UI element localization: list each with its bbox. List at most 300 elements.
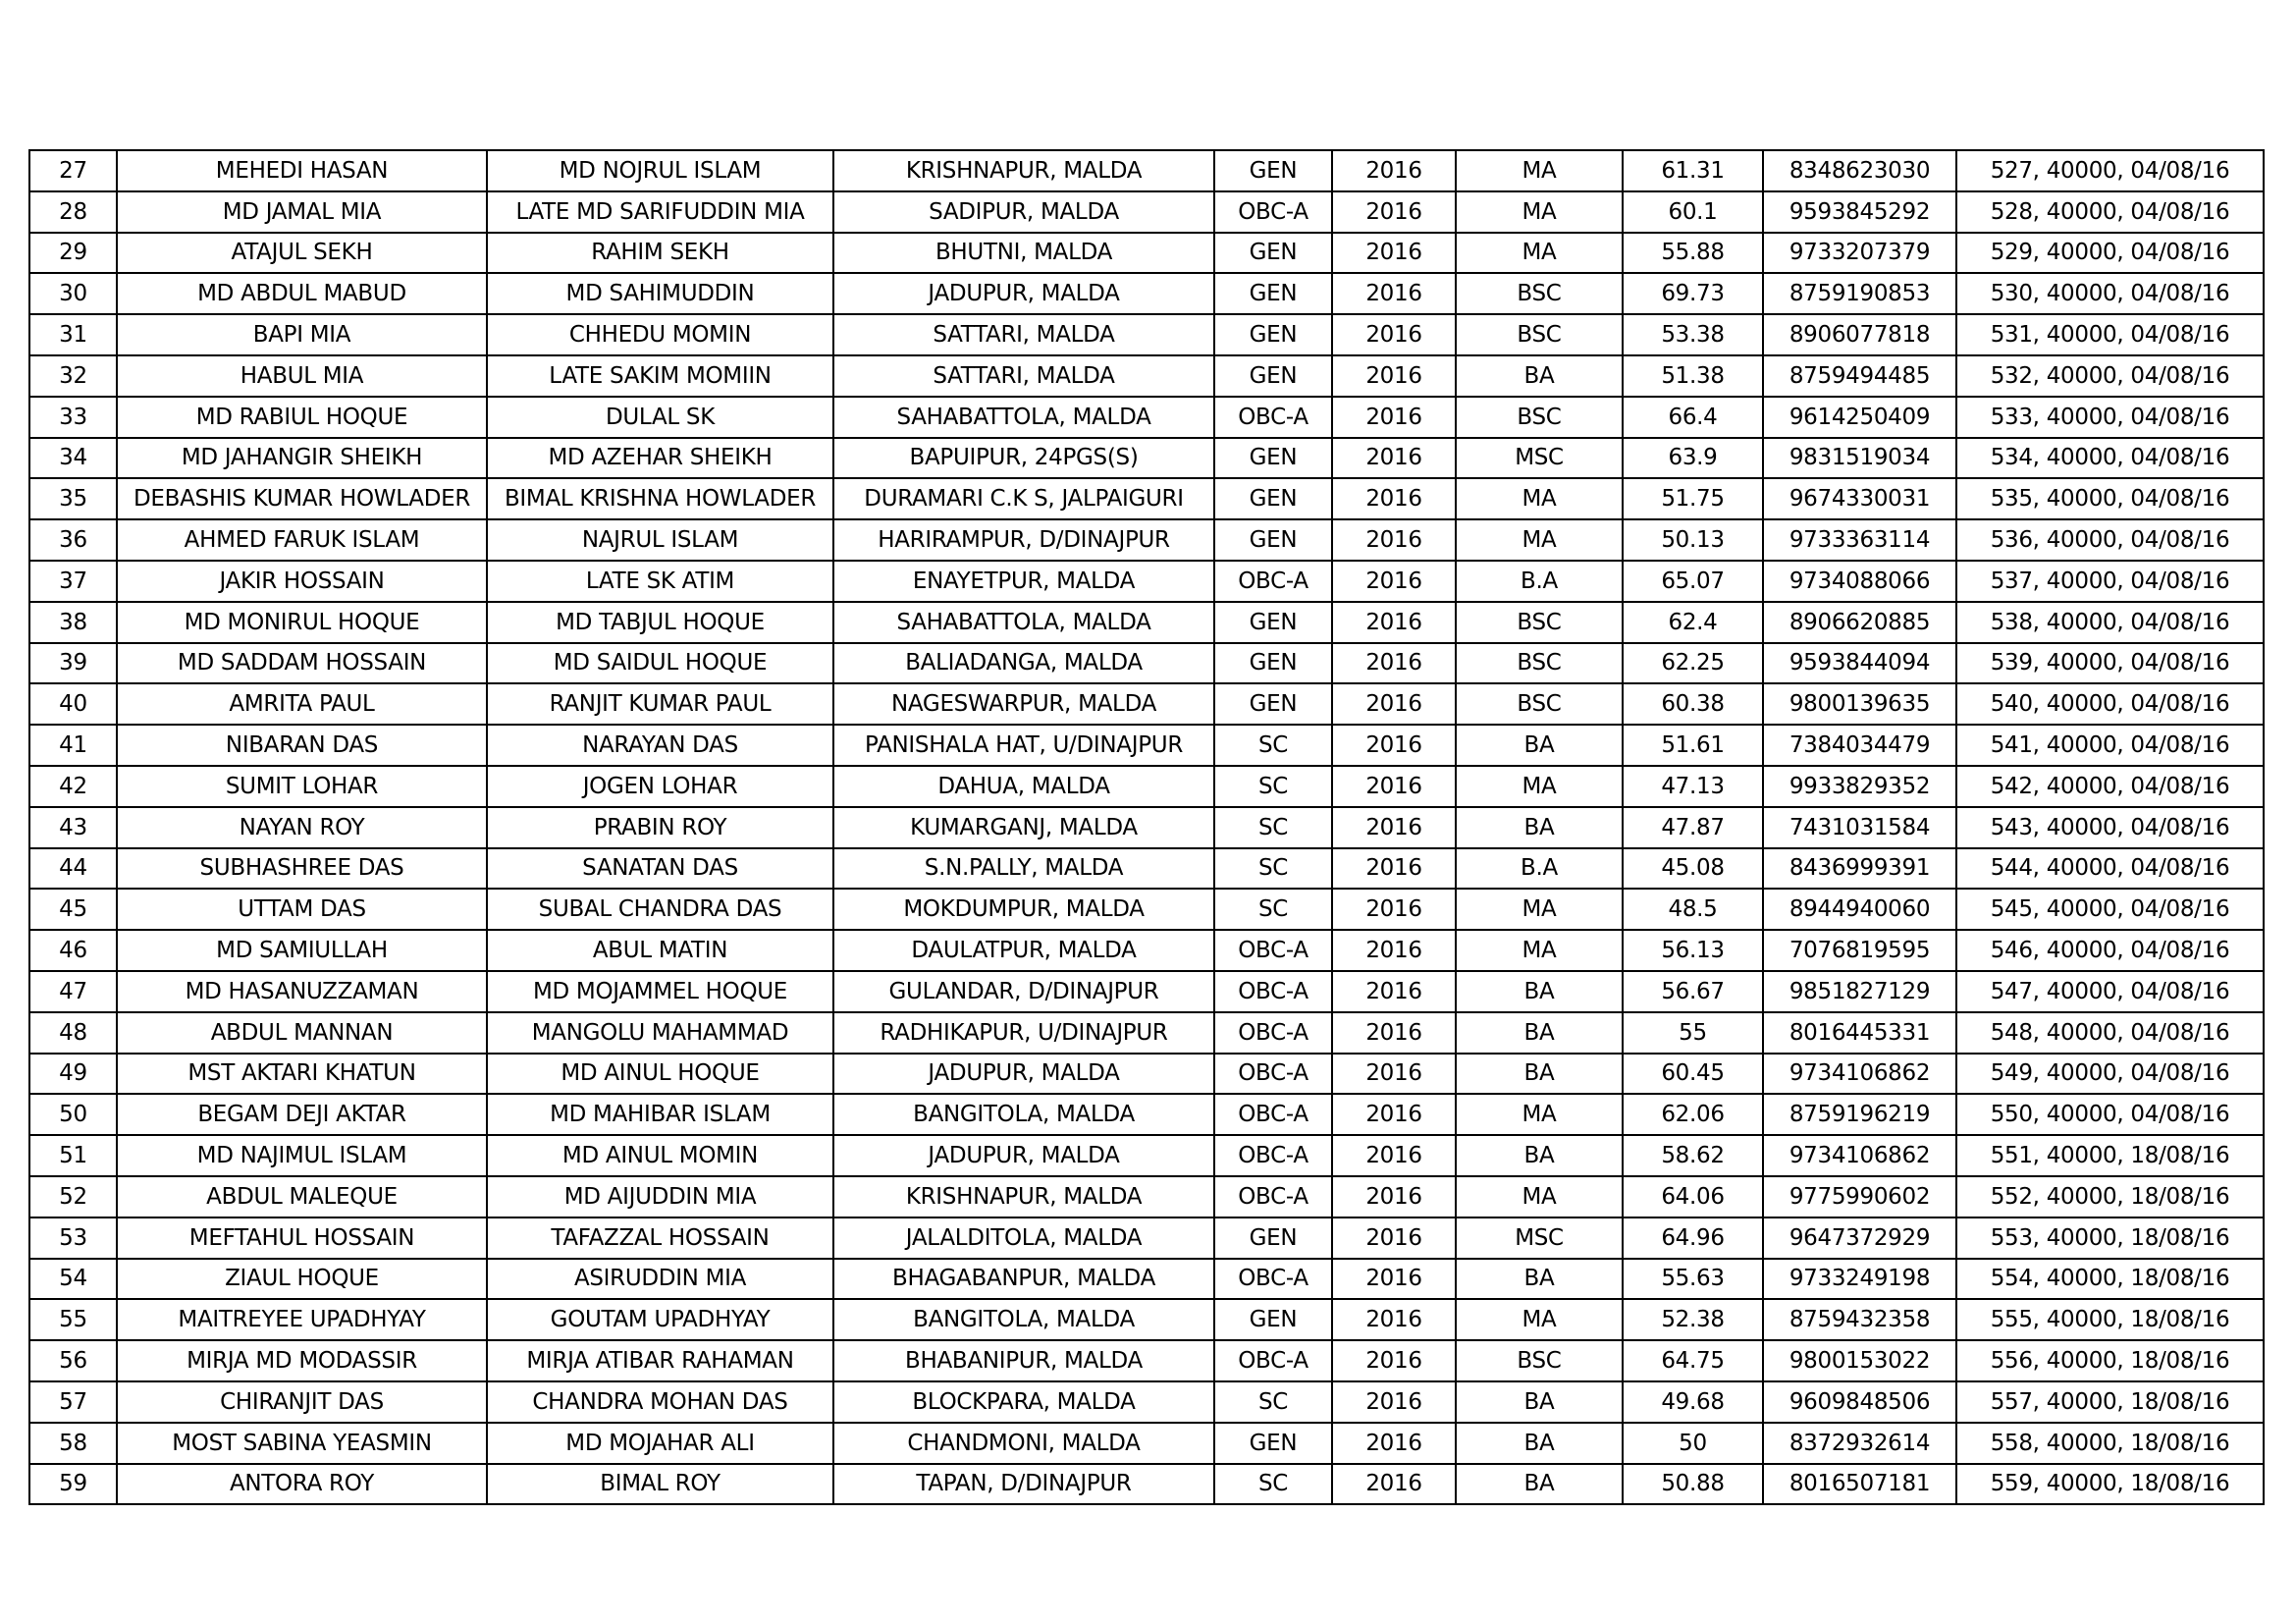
cell-year: 2016 — [1332, 1340, 1456, 1381]
table-row — [29, 1135, 2264, 1176]
cell-address: SAHABATTOLA, MALDA — [833, 602, 1214, 643]
cell-address: BALIADANGA, MALDA — [833, 643, 1214, 684]
cell-sl-no: 34 — [29, 438, 117, 479]
cell-address: DURAMARI C.K S, JALPAIGURI — [833, 478, 1214, 519]
cell-name: ABDUL MALEQUE — [117, 1176, 487, 1217]
cell-qualification: BA — [1456, 1054, 1623, 1095]
table-row — [29, 1094, 2264, 1135]
cell-sl-no: 55 — [29, 1299, 117, 1340]
cell-sl-no: 27 — [29, 150, 117, 191]
cell-category: OBC-A — [1214, 1094, 1332, 1135]
cell-qualification: MA — [1456, 1299, 1623, 1340]
table-row — [29, 683, 2264, 725]
cell-sl-no: 52 — [29, 1176, 117, 1217]
cell-year: 2016 — [1332, 150, 1456, 191]
cell-mobile: 8906620885 — [1763, 602, 1956, 643]
cell-category: OBC-A — [1214, 1135, 1332, 1176]
table-row — [29, 397, 2264, 438]
cell-name: MD HASANUZZAMAN — [117, 971, 487, 1012]
cell-category: SC — [1214, 1381, 1332, 1423]
cell-name: DEBASHIS KUMAR HOWLADER — [117, 478, 487, 519]
cell-sl-no: 44 — [29, 848, 117, 890]
cell-category: OBC-A — [1214, 930, 1332, 971]
cell-name: SUBHASHREE DAS — [117, 848, 487, 890]
cell-reference: 544, 40000, 04/08/16 — [1956, 848, 2264, 890]
cell-sl-no: 46 — [29, 930, 117, 971]
cell-percentage: 47.87 — [1623, 807, 1763, 848]
cell-sl-no: 32 — [29, 355, 117, 397]
cell-qualification: BSC — [1456, 273, 1623, 314]
cell-year: 2016 — [1332, 1217, 1456, 1259]
cell-mobile: 9593845292 — [1763, 191, 1956, 233]
cell-qualification: MA — [1456, 191, 1623, 233]
cell-mobile: 9831519034 — [1763, 438, 1956, 479]
table-row — [29, 1464, 2264, 1505]
cell-reference: 552, 40000, 18/08/16 — [1956, 1176, 2264, 1217]
cell-father-name: MD AIJUDDIN MIA — [487, 1176, 833, 1217]
cell-father-name: MD MOJAHAR ALI — [487, 1423, 833, 1464]
cell-category: OBC-A — [1214, 1012, 1332, 1054]
cell-percentage: 55.63 — [1623, 1259, 1763, 1300]
cell-address: DAHUA, MALDA — [833, 766, 1214, 807]
cell-address: SAHABATTOLA, MALDA — [833, 397, 1214, 438]
cell-qualification: MA — [1456, 889, 1623, 930]
cell-name: AMRITA PAUL — [117, 683, 487, 725]
cell-category: GEN — [1214, 683, 1332, 725]
cell-address: BLOCKPARA, MALDA — [833, 1381, 1214, 1423]
cell-year: 2016 — [1332, 1094, 1456, 1135]
cell-father-name: MD AINUL MOMIN — [487, 1135, 833, 1176]
cell-category: OBC-A — [1214, 1259, 1332, 1300]
cell-category: GEN — [1214, 1217, 1332, 1259]
cell-percentage: 65.07 — [1623, 561, 1763, 602]
cell-year: 2016 — [1332, 889, 1456, 930]
table-row — [29, 930, 2264, 971]
cell-mobile: 9734106862 — [1763, 1054, 1956, 1095]
cell-reference: 533, 40000, 04/08/16 — [1956, 397, 2264, 438]
cell-year: 2016 — [1332, 766, 1456, 807]
cell-category: GEN — [1214, 478, 1332, 519]
cell-sl-no: 30 — [29, 273, 117, 314]
table-row — [29, 1381, 2264, 1423]
cell-address: KRISHNAPUR, MALDA — [833, 1176, 1214, 1217]
cell-mobile: 9593844094 — [1763, 643, 1956, 684]
cell-percentage: 56.67 — [1623, 971, 1763, 1012]
cell-qualification: BA — [1456, 725, 1623, 766]
cell-father-name: PRABIN ROY — [487, 807, 833, 848]
cell-category: GEN — [1214, 273, 1332, 314]
cell-address: JADUPUR, MALDA — [833, 1054, 1214, 1095]
cell-address: GULANDAR, D/DINAJPUR — [833, 971, 1214, 1012]
cell-qualification: BA — [1456, 1135, 1623, 1176]
cell-percentage: 61.31 — [1623, 150, 1763, 191]
cell-qualification: MSC — [1456, 1217, 1623, 1259]
cell-father-name: LATE MD SARIFUDDIN MIA — [487, 191, 833, 233]
cell-mobile: 8372932614 — [1763, 1423, 1956, 1464]
cell-percentage: 51.75 — [1623, 478, 1763, 519]
cell-father-name: NARAYAN DAS — [487, 725, 833, 766]
cell-mobile: 9614250409 — [1763, 397, 1956, 438]
cell-reference: 532, 40000, 04/08/16 — [1956, 355, 2264, 397]
cell-year: 2016 — [1332, 438, 1456, 479]
cell-qualification: MA — [1456, 1176, 1623, 1217]
cell-father-name: MIRJA ATIBAR RAHAMAN — [487, 1340, 833, 1381]
cell-reference: 531, 40000, 04/08/16 — [1956, 314, 2264, 355]
cell-mobile: 9609848506 — [1763, 1381, 1956, 1423]
cell-mobile: 9800153022 — [1763, 1340, 1956, 1381]
cell-qualification: B.A — [1456, 561, 1623, 602]
cell-address: TAPAN, D/DINAJPUR — [833, 1464, 1214, 1505]
cell-year: 2016 — [1332, 355, 1456, 397]
cell-mobile: 9733207379 — [1763, 233, 1956, 274]
cell-sl-no: 36 — [29, 519, 117, 561]
cell-name: MIRJA MD MODASSIR — [117, 1340, 487, 1381]
cell-reference: 530, 40000, 04/08/16 — [1956, 273, 2264, 314]
cell-percentage: 63.9 — [1623, 438, 1763, 479]
cell-year: 2016 — [1332, 643, 1456, 684]
cell-category: OBC-A — [1214, 191, 1332, 233]
cell-qualification: MA — [1456, 1094, 1623, 1135]
table-row — [29, 1259, 2264, 1300]
cell-year: 2016 — [1332, 314, 1456, 355]
cell-qualification: BSC — [1456, 683, 1623, 725]
cell-qualification: MA — [1456, 150, 1623, 191]
cell-father-name: BIMAL ROY — [487, 1464, 833, 1505]
cell-mobile: 8436999391 — [1763, 848, 1956, 890]
cell-year: 2016 — [1332, 848, 1456, 890]
cell-address: NAGESWARPUR, MALDA — [833, 683, 1214, 725]
cell-address: HARIRAMPUR, D/DINAJPUR — [833, 519, 1214, 561]
cell-address: RADHIKAPUR, U/DINAJPUR — [833, 1012, 1214, 1054]
cell-category: GEN — [1214, 150, 1332, 191]
cell-percentage: 45.08 — [1623, 848, 1763, 890]
cell-category: GEN — [1214, 519, 1332, 561]
cell-father-name: MD TABJUL HOQUE — [487, 602, 833, 643]
cell-percentage: 60.38 — [1623, 683, 1763, 725]
cell-qualification: MA — [1456, 233, 1623, 274]
cell-address: BHAGABANPUR, MALDA — [833, 1259, 1214, 1300]
cell-name: MD SAMIULLAH — [117, 930, 487, 971]
cell-mobile: 7076819595 — [1763, 930, 1956, 971]
cell-father-name: MD NOJRUL ISLAM — [487, 150, 833, 191]
cell-sl-no: 54 — [29, 1259, 117, 1300]
cell-qualification: BSC — [1456, 397, 1623, 438]
cell-mobile: 9734106862 — [1763, 1135, 1956, 1176]
cell-year: 2016 — [1332, 1176, 1456, 1217]
cell-year: 2016 — [1332, 561, 1456, 602]
cell-sl-no: 56 — [29, 1340, 117, 1381]
table-row — [29, 1012, 2264, 1054]
cell-sl-no: 48 — [29, 1012, 117, 1054]
cell-name: BEGAM DEJI AKTAR — [117, 1094, 487, 1135]
cell-sl-no: 58 — [29, 1423, 117, 1464]
table-row — [29, 1176, 2264, 1217]
cell-reference: 550, 40000, 04/08/16 — [1956, 1094, 2264, 1135]
cell-reference: 538, 40000, 04/08/16 — [1956, 602, 2264, 643]
cell-father-name: DULAL SK — [487, 397, 833, 438]
cell-reference: 539, 40000, 04/08/16 — [1956, 643, 2264, 684]
cell-father-name: JOGEN LOHAR — [487, 766, 833, 807]
cell-percentage: 53.38 — [1623, 314, 1763, 355]
cell-father-name: NAJRUL ISLAM — [487, 519, 833, 561]
cell-sl-no: 53 — [29, 1217, 117, 1259]
cell-percentage: 64.75 — [1623, 1340, 1763, 1381]
cell-name: CHIRANJIT DAS — [117, 1381, 487, 1423]
cell-mobile: 9733363114 — [1763, 519, 1956, 561]
cell-address: JADUPUR, MALDA — [833, 273, 1214, 314]
cell-category: SC — [1214, 848, 1332, 890]
cell-sl-no: 35 — [29, 478, 117, 519]
cell-qualification: BSC — [1456, 314, 1623, 355]
cell-sl-no: 37 — [29, 561, 117, 602]
cell-mobile: 9800139635 — [1763, 683, 1956, 725]
cell-name: UTTAM DAS — [117, 889, 487, 930]
cell-father-name: MD AINUL HOQUE — [487, 1054, 833, 1095]
cell-percentage: 51.38 — [1623, 355, 1763, 397]
cell-name: NAYAN ROY — [117, 807, 487, 848]
cell-name: MOST SABINA YEASMIN — [117, 1423, 487, 1464]
table-row — [29, 1054, 2264, 1095]
cell-category: SC — [1214, 807, 1332, 848]
cell-name: MAITREYEE UPADHYAY — [117, 1299, 487, 1340]
cell-reference: 553, 40000, 18/08/16 — [1956, 1217, 2264, 1259]
cell-mobile: 8759196219 — [1763, 1094, 1956, 1135]
cell-sl-no: 31 — [29, 314, 117, 355]
cell-percentage: 55 — [1623, 1012, 1763, 1054]
cell-reference: 527, 40000, 04/08/16 — [1956, 150, 2264, 191]
cell-mobile: 8944940060 — [1763, 889, 1956, 930]
cell-mobile: 8348623030 — [1763, 150, 1956, 191]
table-row — [29, 1340, 2264, 1381]
cell-category: OBC-A — [1214, 971, 1332, 1012]
cell-year: 2016 — [1332, 602, 1456, 643]
cell-percentage: 64.06 — [1623, 1176, 1763, 1217]
table-row — [29, 438, 2264, 479]
cell-sl-no: 39 — [29, 643, 117, 684]
cell-address: KRISHNAPUR, MALDA — [833, 150, 1214, 191]
cell-mobile: 9933829352 — [1763, 766, 1956, 807]
cell-percentage: 62.25 — [1623, 643, 1763, 684]
cell-category: SC — [1214, 1464, 1332, 1505]
cell-reference: 556, 40000, 18/08/16 — [1956, 1340, 2264, 1381]
cell-qualification: BA — [1456, 1423, 1623, 1464]
cell-category: OBC-A — [1214, 1340, 1332, 1381]
cell-sl-no: 49 — [29, 1054, 117, 1095]
cell-percentage: 56.13 — [1623, 930, 1763, 971]
cell-name: ANTORA ROY — [117, 1464, 487, 1505]
cell-mobile: 9734088066 — [1763, 561, 1956, 602]
cell-father-name: SANATAN DAS — [487, 848, 833, 890]
cell-name: MEFTAHUL HOSSAIN — [117, 1217, 487, 1259]
cell-name: BAPI MIA — [117, 314, 487, 355]
cell-qualification: MA — [1456, 519, 1623, 561]
cell-qualification: BSC — [1456, 602, 1623, 643]
cell-address: PANISHALA HAT, U/DINAJPUR — [833, 725, 1214, 766]
table-row — [29, 1217, 2264, 1259]
cell-name: MD MONIRUL HOQUE — [117, 602, 487, 643]
cell-father-name: MD SAHIMUDDIN — [487, 273, 833, 314]
cell-reference: 559, 40000, 18/08/16 — [1956, 1464, 2264, 1505]
cell-qualification: BA — [1456, 355, 1623, 397]
cell-address: BANGITOLA, MALDA — [833, 1094, 1214, 1135]
cell-sl-no: 28 — [29, 191, 117, 233]
cell-reference: 528, 40000, 04/08/16 — [1956, 191, 2264, 233]
table-row — [29, 971, 2264, 1012]
cell-sl-no: 47 — [29, 971, 117, 1012]
cell-qualification: BA — [1456, 807, 1623, 848]
cell-year: 2016 — [1332, 807, 1456, 848]
table-row — [29, 150, 2264, 191]
cell-name: MD JAHANGIR SHEIKH — [117, 438, 487, 479]
cell-year: 2016 — [1332, 930, 1456, 971]
cell-percentage: 47.13 — [1623, 766, 1763, 807]
table-row — [29, 233, 2264, 274]
cell-percentage: 60.1 — [1623, 191, 1763, 233]
cell-year: 2016 — [1332, 1423, 1456, 1464]
cell-father-name: ABUL MATIN — [487, 930, 833, 971]
cell-father-name: SUBAL CHANDRA DAS — [487, 889, 833, 930]
cell-sl-no: 38 — [29, 602, 117, 643]
cell-name: MD ABDUL MABUD — [117, 273, 487, 314]
cell-reference: 547, 40000, 04/08/16 — [1956, 971, 2264, 1012]
cell-address: JALALDITOLA, MALDA — [833, 1217, 1214, 1259]
cell-reference: 543, 40000, 04/08/16 — [1956, 807, 2264, 848]
cell-sl-no: 50 — [29, 1094, 117, 1135]
cell-year: 2016 — [1332, 273, 1456, 314]
cell-qualification: BA — [1456, 1259, 1623, 1300]
cell-father-name: MD MAHIBAR ISLAM — [487, 1094, 833, 1135]
cell-father-name: GOUTAM UPADHYAY — [487, 1299, 833, 1340]
cell-father-name: MD MOJAMMEL HOQUE — [487, 971, 833, 1012]
cell-father-name: BIMAL KRISHNA HOWLADER — [487, 478, 833, 519]
cell-mobile: 9733249198 — [1763, 1259, 1956, 1300]
cell-category: GEN — [1214, 355, 1332, 397]
table-row — [29, 355, 2264, 397]
cell-address: BAPUIPUR, 24PGS(S) — [833, 438, 1214, 479]
cell-address: SATTARI, MALDA — [833, 355, 1214, 397]
cell-percentage: 69.73 — [1623, 273, 1763, 314]
cell-sl-no: 45 — [29, 889, 117, 930]
cell-reference: 545, 40000, 04/08/16 — [1956, 889, 2264, 930]
cell-mobile: 8016445331 — [1763, 1012, 1956, 1054]
table-row — [29, 807, 2264, 848]
cell-percentage: 62.06 — [1623, 1094, 1763, 1135]
cell-sl-no: 40 — [29, 683, 117, 725]
cell-address: S.N.PALLY, MALDA — [833, 848, 1214, 890]
cell-name: ATAJUL SEKH — [117, 233, 487, 274]
cell-category: GEN — [1214, 643, 1332, 684]
table-row — [29, 273, 2264, 314]
cell-qualification: BA — [1456, 1381, 1623, 1423]
cell-category: OBC-A — [1214, 1054, 1332, 1095]
cell-percentage: 51.61 — [1623, 725, 1763, 766]
cell-address: JADUPUR, MALDA — [833, 1135, 1214, 1176]
cell-name: SUMIT LOHAR — [117, 766, 487, 807]
cell-father-name: MD AZEHAR SHEIKH — [487, 438, 833, 479]
cell-mobile: 7431031584 — [1763, 807, 1956, 848]
cell-father-name: LATE SAKIM MOMIIN — [487, 355, 833, 397]
cell-year: 2016 — [1332, 1135, 1456, 1176]
cell-reference: 557, 40000, 18/08/16 — [1956, 1381, 2264, 1423]
cell-percentage: 50.13 — [1623, 519, 1763, 561]
cell-year: 2016 — [1332, 397, 1456, 438]
cell-category: GEN — [1214, 602, 1332, 643]
cell-category: GEN — [1214, 1299, 1332, 1340]
table-row — [29, 561, 2264, 602]
cell-category: OBC-A — [1214, 561, 1332, 602]
cell-reference: 540, 40000, 04/08/16 — [1956, 683, 2264, 725]
cell-name: JAKIR HOSSAIN — [117, 561, 487, 602]
cell-father-name: CHHEDU MOMIN — [487, 314, 833, 355]
cell-qualification: BSC — [1456, 1340, 1623, 1381]
cell-reference: 535, 40000, 04/08/16 — [1956, 478, 2264, 519]
table-row — [29, 725, 2264, 766]
table-row — [29, 1423, 2264, 1464]
cell-category: SC — [1214, 766, 1332, 807]
cell-mobile: 8906077818 — [1763, 314, 1956, 355]
cell-name: AHMED FARUK ISLAM — [117, 519, 487, 561]
cell-percentage: 66.4 — [1623, 397, 1763, 438]
cell-category: SC — [1214, 889, 1332, 930]
cell-year: 2016 — [1332, 233, 1456, 274]
records-table-body — [29, 150, 2264, 1504]
cell-year: 2016 — [1332, 1259, 1456, 1300]
cell-sl-no: 59 — [29, 1464, 117, 1505]
cell-father-name: TAFAZZAL HOSSAIN — [487, 1217, 833, 1259]
cell-address: DAULATPUR, MALDA — [833, 930, 1214, 971]
cell-address: BANGITOLA, MALDA — [833, 1299, 1214, 1340]
cell-percentage: 50.88 — [1623, 1464, 1763, 1505]
cell-reference: 549, 40000, 04/08/16 — [1956, 1054, 2264, 1095]
cell-sl-no: 42 — [29, 766, 117, 807]
table-row — [29, 519, 2264, 561]
cell-name: MD JAMAL MIA — [117, 191, 487, 233]
cell-reference: 554, 40000, 18/08/16 — [1956, 1259, 2264, 1300]
cell-address: BHUTNI, MALDA — [833, 233, 1214, 274]
cell-reference: 542, 40000, 04/08/16 — [1956, 766, 2264, 807]
cell-sl-no: 41 — [29, 725, 117, 766]
cell-name: MD NAJIMUL ISLAM — [117, 1135, 487, 1176]
cell-qualification: BSC — [1456, 643, 1623, 684]
cell-percentage: 50 — [1623, 1423, 1763, 1464]
cell-percentage: 60.45 — [1623, 1054, 1763, 1095]
cell-mobile: 8759432358 — [1763, 1299, 1956, 1340]
cell-father-name: LATE SK ATIM — [487, 561, 833, 602]
cell-mobile: 8759190853 — [1763, 273, 1956, 314]
cell-name: MD SADDAM HOSSAIN — [117, 643, 487, 684]
cell-address: SATTARI, MALDA — [833, 314, 1214, 355]
cell-category: GEN — [1214, 1423, 1332, 1464]
table-row — [29, 848, 2264, 890]
cell-year: 2016 — [1332, 519, 1456, 561]
cell-father-name: MANGOLU MAHAMMAD — [487, 1012, 833, 1054]
cell-category: OBC-A — [1214, 1176, 1332, 1217]
cell-year: 2016 — [1332, 683, 1456, 725]
cell-percentage: 52.38 — [1623, 1299, 1763, 1340]
cell-reference: 541, 40000, 04/08/16 — [1956, 725, 2264, 766]
cell-name: ZIAUL HOQUE — [117, 1259, 487, 1300]
cell-address: KUMARGANJ, MALDA — [833, 807, 1214, 848]
table-row — [29, 766, 2264, 807]
cell-mobile: 8759494485 — [1763, 355, 1956, 397]
cell-father-name: CHANDRA MOHAN DAS — [487, 1381, 833, 1423]
cell-category: GEN — [1214, 314, 1332, 355]
cell-address: BHABANIPUR, MALDA — [833, 1340, 1214, 1381]
cell-qualification: BA — [1456, 1464, 1623, 1505]
cell-name: ABDUL MANNAN — [117, 1012, 487, 1054]
table-row — [29, 643, 2264, 684]
cell-mobile: 9851827129 — [1763, 971, 1956, 1012]
